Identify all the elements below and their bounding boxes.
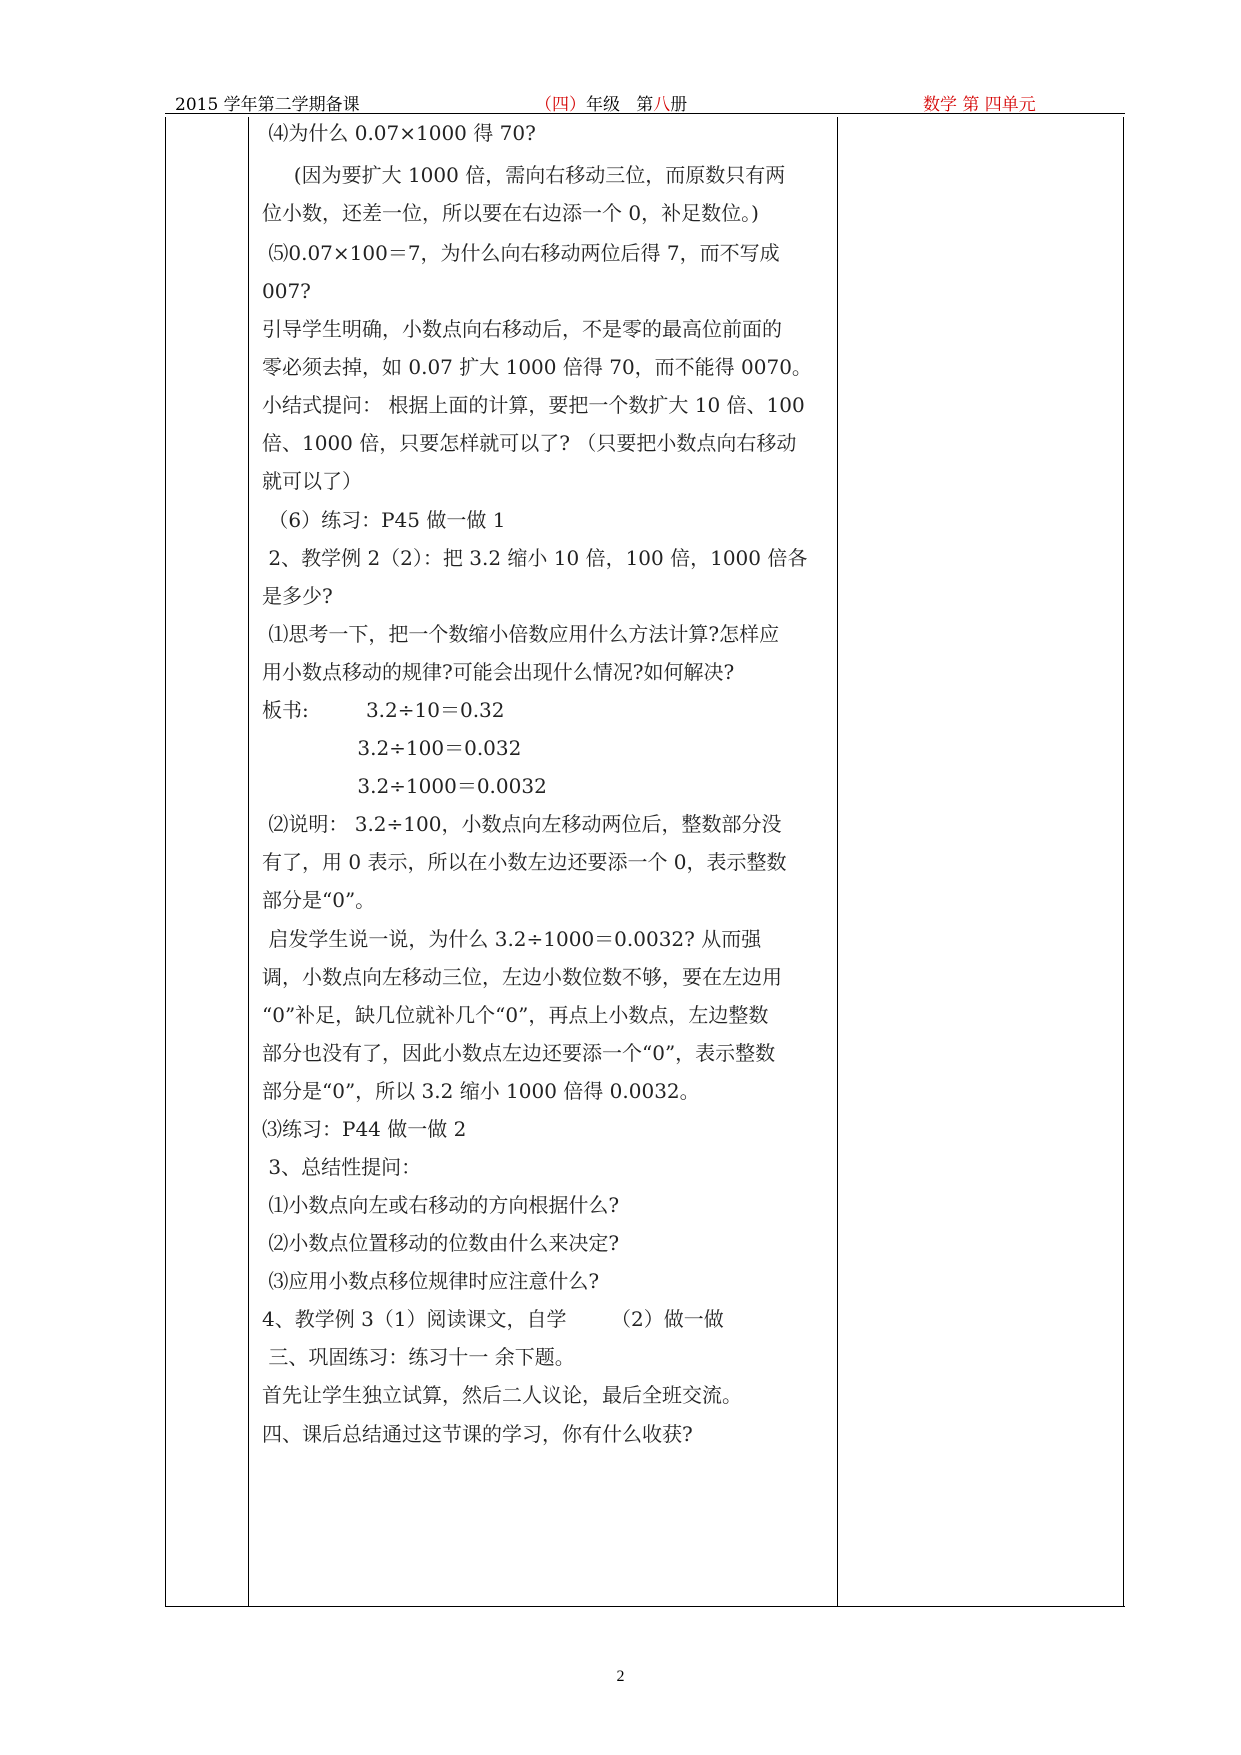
- content-line: 有了，用 0 表示，所以在小数左边还要添一个 0，表示整数: [262, 850, 787, 874]
- header-grade-paren: （四）: [535, 95, 586, 115]
- content-line: 3.2÷100＝0.032: [262, 736, 522, 760]
- content-line: 板书: 3.2÷10＝0.32: [262, 698, 505, 722]
- content-line: 部分也没有了，因此小数点左边还要添一个“0”，表示整数: [262, 1041, 776, 1065]
- content-line: 用小数点移动的规律?可能会出现什么情况?如何解决?: [262, 660, 735, 684]
- table-border-bottom: [165, 1606, 1125, 1607]
- content-line: 4、教学例 3（1）阅读课文，自学 （2）做一做: [262, 1307, 724, 1331]
- content-line: 3、总结性提问：: [262, 1155, 422, 1179]
- content-line: ⑴思考一下，把一个数缩小倍数应用什么方法计算?怎样应: [262, 622, 780, 646]
- content-line: 零必须去掉，如 0.07 扩大 1000 倍得 70，而不能得 0070。: [262, 355, 812, 379]
- content-line: 首先让学生独立试算，然后二人议论，最后全班交流。: [262, 1383, 742, 1407]
- content-line: ⑶应用小数点移位规律时应注意什么?: [262, 1269, 600, 1293]
- content-line: 2、教学例 2（2）：把 3.2 缩小 10 倍，100 倍，1000 倍各: [262, 546, 808, 570]
- content-line: ⑵说明： 3.2÷100，小数点向左移动两位后，整数部分没: [262, 812, 782, 836]
- content-line: 调，小数点向左移动三位，左边小数位数不够，要在左边用: [262, 965, 782, 989]
- content-line: (因为要扩大 1000 倍，需向右移动三位，而原数只有两: [262, 163, 786, 187]
- content-line: ⑶练习：P44 做一做 2: [262, 1117, 467, 1141]
- content-line: 007?: [262, 279, 311, 303]
- header-volume-num: 八: [653, 95, 671, 115]
- table-divider-2: [837, 117, 838, 1607]
- content-line: 三、巩固练习：练习十一 余下题。: [262, 1345, 575, 1369]
- header-grade-volume: [535, 90, 687, 115]
- content-line: 部分是“0”。: [262, 888, 376, 912]
- content-line: 3.2÷1000＝0.0032: [262, 774, 547, 798]
- content-line: ⑸0.07×100＝7，为什么向右移动两位后得 7，而不写成: [262, 241, 780, 265]
- content-line: 倍、1000 倍，只要怎样就可以了? （只要把小数点向右移动: [262, 431, 797, 455]
- table-divider-1: [248, 117, 249, 1607]
- content-line: ⑷为什么 0.07×1000 得 70?: [262, 121, 536, 145]
- header-rule: [165, 113, 1125, 114]
- content-line: 四、课后总结通过这节课的学习，你有什么收获?: [262, 1422, 693, 1446]
- content-line: 引导学生明确，小数点向右移动后，不是零的最高位前面的: [262, 317, 782, 341]
- content-line: 位小数，还差一位，所以要在右边添一个 0，补足数位。): [262, 201, 759, 225]
- header-grade-text: 年级: [586, 95, 620, 115]
- content-line: 启发学生说一说，为什么 3.2÷1000＝0.0032? 从而强: [262, 927, 762, 951]
- content-line: “0”补足，缺几位就补几个“0”，再点上小数点，左边整数: [262, 1003, 769, 1027]
- header-subject-unit: 数学 第 四单元: [923, 95, 1036, 115]
- content-line: ⑴小数点向左或右移动的方向根据什么?: [262, 1193, 620, 1217]
- table-border-right: [1123, 117, 1124, 1607]
- page-number: 2: [616, 1668, 625, 1685]
- page-header: [175, 90, 1125, 120]
- content-line: 是多少?: [262, 584, 333, 608]
- content-line: 部分是“0”，所以 3.2 缩小 1000 倍得 0.0032。: [262, 1079, 700, 1103]
- header-semester: 2015 学年第二学期备课: [175, 95, 360, 115]
- table-border-left: [165, 117, 166, 1607]
- content-line: 就可以了）: [262, 469, 362, 493]
- content-line: 小结式提问： 根据上面的计算，要把一个数扩大 10 倍、100: [262, 393, 805, 417]
- content-line: ⑵小数点位置移动的位数由什么来决定?: [262, 1231, 620, 1255]
- header-volume-prefix: 第: [636, 95, 654, 115]
- content-line: （6）练习：P45 做一做 1: [262, 508, 506, 532]
- header-volume-suffix: 册: [670, 95, 688, 115]
